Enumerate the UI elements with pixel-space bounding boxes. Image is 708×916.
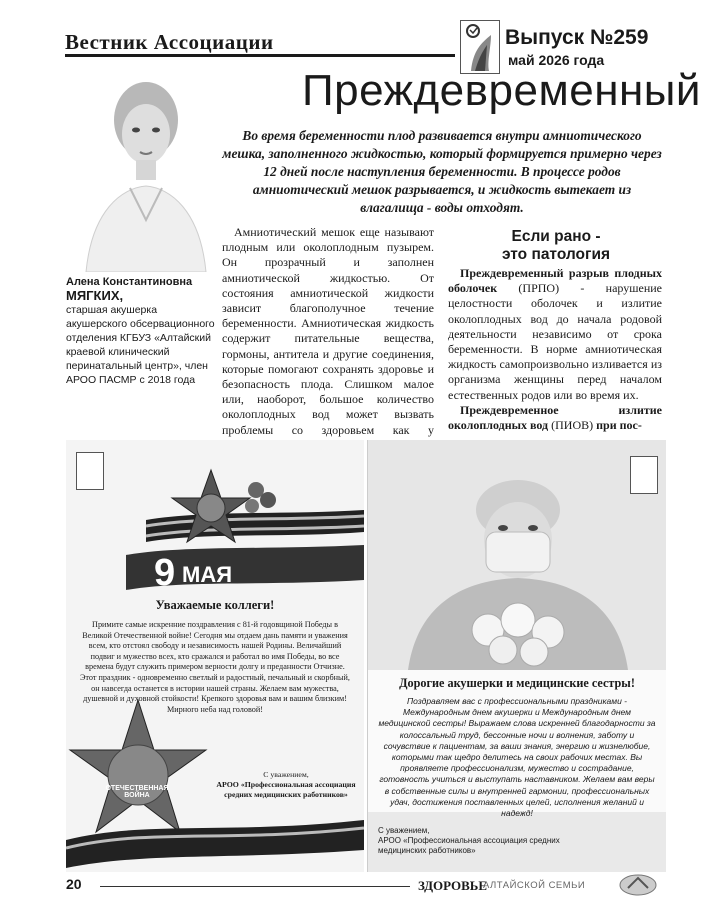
author-name: Алена Константиновна	[66, 276, 193, 288]
publication-title: Вестник Ассоциации	[65, 30, 274, 54]
victory-sign-org: АРОО «Профессиональная ассоциация средних медицинских работников»	[216, 780, 356, 799]
victory-banner-month: МАЯ	[182, 562, 233, 587]
page-number: 20	[66, 876, 82, 892]
paragraph-piov	[448, 403, 662, 433]
victory-sign-regards: С уважением,	[263, 770, 309, 779]
association-logo-small-2	[630, 456, 658, 494]
victory-banner-day: 9	[154, 552, 176, 594]
header-rule	[65, 54, 455, 57]
article-column-1: Амниотический мешок еще называют плодным или околоплодным пузырем. Он прозрачный и заполнен амниотической жидкостью. От состояния амниотической жидкости зависит благополучное течение беременности. Амниотическая жидкость содержит питательные вещества, гормоны, антитела и другие соединения, которые помогают сохранять здоровье и безопасность плода. Слишком малое или, наоборот, большое количество околоплодных вод может вызвать проблемы со здоровьем как у	[222, 225, 434, 437]
association-logo-small	[76, 452, 104, 490]
author-surname: МЯГКИХ,	[66, 288, 124, 303]
section-heading-line-2: это патология	[501, 246, 611, 263]
author-role: старшая акушерка акушерского обсервационного отделения КГБУЗ «Алтайский краевой клинический перинатальный центр», член АРОО ПАСМР с 2018 года	[66, 304, 215, 386]
nurses-ad-logo	[630, 456, 658, 494]
victory-greeting-body: Примите самые искренние поздравления с 81-й годовщиной Победы в Великой Отечественной войне! Сегодня мы отдаем дань памяти и уважения всем, кто отстоял свободу и независимость нашей Родины. Величайший подвиг и мужество всех, кто сражался и работал во имя Победы, во все времена будут служить примером верности долгу и преданности Отчизне. Этот праздник - одновременно светлый и радостный, печальный и скорбный, он навсегда останется в истории нашей страны. Желаем вам мужества, душевной и духовной стойкости! Крепкого здоровья вам и вашим близким! Мирного неба над головой!	[80, 620, 350, 714]
article-column-2	[448, 266, 662, 433]
victory-day-greeting	[66, 440, 364, 872]
author-photo	[66, 60, 226, 272]
nurses-greeting-title: Дорогие акушерки и медицинские сестры!	[399, 676, 635, 690]
magazine-subtitle: АЛТАЙСКОЙ СЕМЬИ	[483, 880, 586, 891]
article-lead: Во время беременности плод развивается внутри амниотического мешка, заполненного жидкостью, который формируется примерно через 12 дней после наступления беременности. В процессе родов амниотический мешок разрывается, и жидкость вытекает из влагалища - воды отходят.	[222, 128, 662, 215]
nurses-day-greeting	[367, 440, 666, 872]
issue-number: Выпуск №259	[505, 26, 649, 49]
paragraph-prpo	[448, 266, 662, 403]
term-prpo: Преждевременный разрыв плодных оболочек	[448, 266, 662, 296]
term-piov-cont: при пос-	[596, 418, 642, 433]
victory-greeting-title: Уважаемые коллеги!	[155, 598, 275, 612]
author-info	[66, 275, 216, 387]
text-prpo: (ПРПО) - нарушение целостности оболочек и излитие околоплодных вод до начала родовой деятельности независимо от срока беременности. В норме амниотическая жидкость самопроизвольно изливается из организма женщины перед началом естественных родов или во время их.	[448, 281, 662, 402]
text-piov: (ПИОВ)	[548, 418, 597, 433]
nurses-signature	[378, 826, 578, 856]
magazine-logo	[618, 874, 658, 896]
issue-date: май 2026 года	[508, 52, 605, 68]
section-heading	[448, 228, 664, 264]
victory-star-text: ОТЕЧЕСТВЕННАЯ ВОЙНА	[105, 785, 169, 799]
nurses-sign-org: АРОО «Профессиональная ассоциация средних медицинских работников»	[378, 836, 560, 855]
term-piov: Преждевременное излитие околоплодных вод	[448, 402, 662, 433]
magazine-name: ЗДОРОВЬЕ	[418, 878, 488, 893]
section-heading-line-1: Если рано -	[511, 228, 601, 245]
victory-ad-logo	[76, 452, 104, 490]
victory-signature	[216, 770, 356, 800]
article-headline: Преждевременный	[302, 66, 701, 115]
footer-rule	[100, 886, 410, 887]
nurses-greeting-body: Поздравляем вас с профессиональными праздниками - Международным днем акушерки и Международным днем медицинской сестры! Выражаем слова искренней благодарности за колоссальный труд, бессонные ночи и волнения, заботу и сочувствие к пациентам, за ваши знания, энергию и жизнелюбие, которыми так щедро делитесь на своих рабочих местах. Вы проявляете профессионализм, мужество и сострадание, готовность учиться и выступать наставником. Желаем вам веры в собственные силы и внутренней гармонии, профессиональных удач, достижения поставленных целей, исполнения желаний и надежд!	[378, 696, 656, 819]
nurses-sign-regards: С уважением,	[378, 826, 430, 835]
